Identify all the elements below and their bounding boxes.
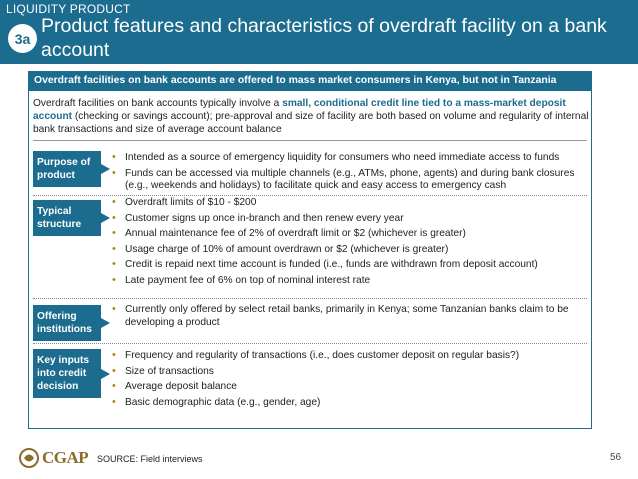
slide-title: Product features and characteristics of overdraft facility on a bank account: [41, 15, 607, 61]
bullet-dot-icon: •: [112, 303, 116, 315]
intro-paragraph: [33, 97, 591, 136]
list-item: [110, 168, 588, 193]
intro-text-start: Overdraft facilities on bank accounts typically involve a: [33, 98, 283, 109]
list-item: [110, 228, 588, 241]
section-divider: [33, 298, 587, 299]
bullet-dot-icon: •: [112, 364, 116, 377]
bullet-text: Average deposit balance: [125, 381, 237, 392]
bullet-text: Intended as a source of emergency liquidity for consumers who need immediate access to funds: [125, 152, 560, 163]
key-message-banner: Overdraft facilities on bank accounts are offered to mass market consumers in Kenya, but not in Tanzania: [28, 71, 592, 91]
bullet-text: Basic demographic data (e.g., gender, age): [125, 396, 321, 408]
list-item: [110, 366, 588, 379]
bullet-dot-icon: •: [112, 242, 116, 255]
bullet-text: Late payment fee of 6% on top of nominal interest rate: [125, 274, 371, 286]
bullet-dot-icon: •: [112, 258, 116, 270]
list-item: [110, 244, 588, 257]
bullet-text: Funds can be accessed via multiple channels (e.g., ATMs, phone, agents) and during bank closures (e.g., weekends and holidays) to facilitate quick and easy access to emergency cash: [125, 167, 575, 191]
list-item: [110, 397, 588, 410]
list-item: [110, 152, 588, 165]
list-item: [110, 350, 588, 363]
bullet-dot-icon: •: [112, 151, 116, 163]
section-label-key-inputs: Key inputs into credit decision: [33, 349, 101, 398]
cgap-wordmark: CGAP: [42, 448, 89, 467]
slide-header: [0, 0, 638, 64]
bullet-text: Size of transactions: [125, 365, 214, 377]
bullet-dot-icon: •: [112, 211, 116, 224]
section-label-institutions: Offering institutions: [33, 305, 101, 341]
source-note: SOURCE: Field interviews: [97, 454, 203, 464]
bullet-dot-icon: •: [112, 380, 116, 392]
bullet-dot-icon: •: [112, 166, 116, 179]
section-label-purpose: Purpose of product: [33, 151, 101, 187]
list-item: [110, 275, 588, 288]
structure-bullet-list: [110, 197, 588, 290]
cgap-logo: [18, 447, 98, 469]
list-item: [110, 304, 588, 329]
intro-highlight: small, conditional credit line tied to a mass-market deposit account: [33, 98, 566, 122]
bullet-text: Customer signs up once in-branch and then renew every year: [125, 212, 404, 224]
section-divider: [33, 195, 587, 196]
bullet-dot-icon: •: [112, 227, 116, 239]
bullet-dot-icon: •: [112, 395, 116, 408]
list-item: [110, 259, 588, 272]
intro-divider: [33, 140, 587, 141]
bullet-text: Frequency and regularity of transactions (i.e., does customer deposit on regular basis?): [125, 350, 520, 361]
bullet-text: Overdraft limits of $10 - $200: [125, 197, 257, 208]
list-item: [110, 197, 588, 210]
list-item: [110, 381, 588, 394]
intro-text-end: (checking or savings account); pre-approval and size of facility are both based on volume and regularity of internal bank transactions and size of average account balance: [33, 111, 589, 135]
bullet-text: Currently only offered by select retail banks, primarily in Kenya; some Tanzanian banks claim to be developing a product: [125, 304, 569, 328]
key-inputs-bullet-list: [110, 350, 588, 412]
bullet-text: Usage charge of 10% of amount overdrawn or $2 (whichever is greater): [125, 243, 449, 255]
bullet-dot-icon: •: [112, 196, 116, 208]
purpose-bullet-list: [110, 152, 588, 196]
bullet-text: Credit is repaid next time account is funded (i.e., funds are withdrawn from deposit account): [125, 259, 538, 270]
bullet-text: Annual maintenance fee of 2% of overdraft limit or $2 (whichever is greater): [125, 228, 466, 239]
list-item: [110, 213, 588, 226]
cgap-emblem-icon: [18, 447, 40, 469]
section-kicker: LIQUIDITY PRODUCT: [6, 2, 131, 16]
page-number: 56: [610, 452, 622, 463]
section-divider: [33, 343, 587, 344]
bullet-dot-icon: •: [112, 349, 116, 361]
section-label-structure: Typical structure: [33, 200, 101, 236]
bullet-dot-icon: •: [112, 273, 116, 286]
slide-number-badge: 3a: [8, 24, 37, 53]
institutions-bullet-list: [110, 304, 588, 332]
